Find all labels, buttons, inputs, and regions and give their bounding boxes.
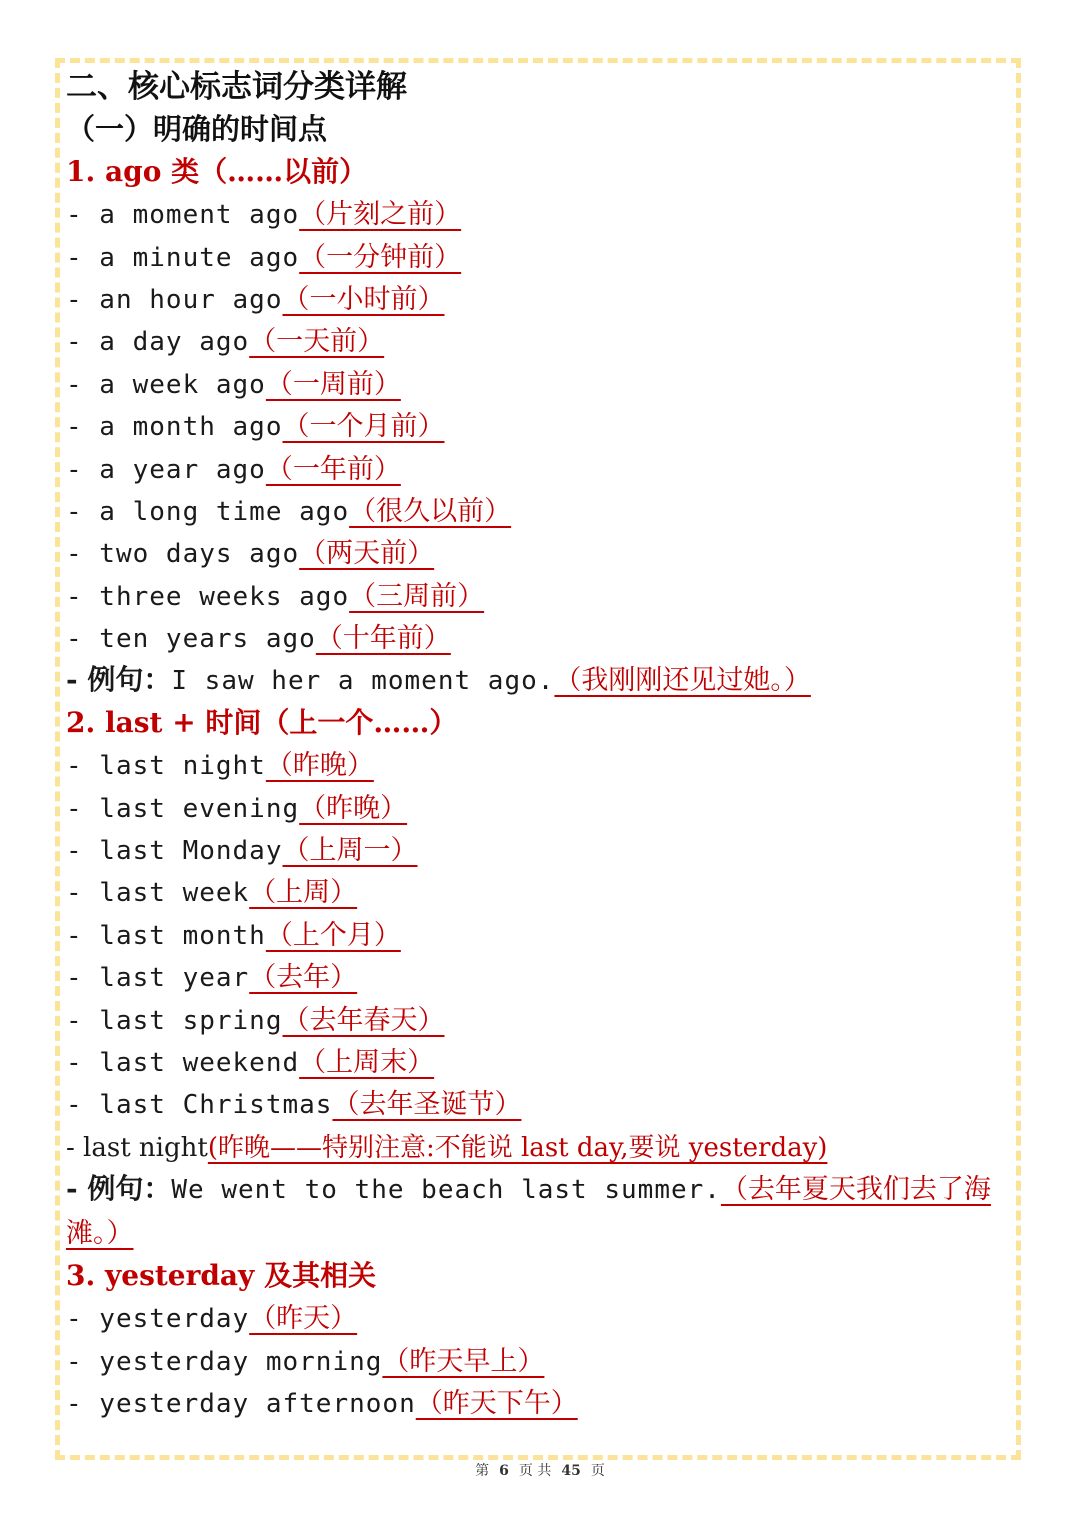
vocab-term: - yesterday morning	[66, 1346, 383, 1377]
section2-list	[66, 744, 1026, 1126]
vocab-term: - two days ago	[66, 539, 300, 570]
example-label: - 例句：	[66, 1172, 172, 1206]
example-translation: （去年夏天我们去了海滩。）	[66, 1174, 991, 1249]
vocab-translation: （上周末）	[299, 1046, 435, 1078]
vocab-term: - a minute ago	[66, 242, 300, 273]
footer-mid: 页 共	[518, 1463, 552, 1479]
vocab-term: - a month ago	[66, 412, 283, 443]
vocab-translation: （昨天）	[249, 1303, 358, 1335]
vocab-term: - a day ago	[66, 327, 250, 358]
vocab-item	[66, 914, 1026, 956]
vocab-term: - three weeks ago	[66, 581, 350, 612]
vocab-term: - yesterday	[66, 1304, 250, 1335]
vocab-translation: （很久以前）	[349, 495, 512, 527]
section1-list	[66, 193, 1026, 659]
vocab-term: - a long time ago	[66, 496, 350, 527]
vocab-item	[66, 617, 1026, 659]
vocab-item	[66, 320, 1026, 362]
vocab-item	[66, 1382, 1026, 1424]
vocab-term: - last week	[66, 878, 250, 909]
vocab-item	[66, 236, 1026, 278]
vocab-term: - last weekend	[66, 1047, 300, 1078]
vocab-item	[66, 363, 1026, 405]
vocab-item	[66, 405, 1026, 447]
document-content	[66, 66, 1026, 1425]
example-label: - 例句：	[66, 663, 172, 697]
vocab-translation: （片刻之前）	[299, 199, 462, 231]
vocab-item	[66, 871, 1026, 913]
vocab-item	[66, 956, 1026, 998]
vocab-translation: （一分钟前）	[299, 241, 462, 273]
section-heading: 二、核心标志词分类详解	[66, 69, 407, 105]
vocab-translation: （一年前）	[265, 453, 401, 485]
vocab-translation: （三周前）	[349, 580, 485, 612]
vocab-term: - yesterday afternoon	[66, 1389, 416, 1420]
section3-title: 3. yesterday 及其相关	[66, 1258, 377, 1292]
vocab-term: - a year ago	[66, 454, 266, 485]
section3-list	[66, 1297, 1026, 1424]
vocab-translation: （上周一）	[282, 835, 418, 867]
vocab-translation: （去年春天）	[282, 1004, 445, 1036]
vocab-term: - last spring	[66, 1005, 283, 1036]
vocab-item	[66, 532, 1026, 574]
vocab-item	[66, 278, 1026, 320]
section1-title: 1. ago 类（……以前）	[66, 154, 368, 188]
vocab-translation: （昨晚）	[299, 792, 408, 824]
section2-example	[66, 1168, 1016, 1255]
footer-page-number: 6	[499, 1463, 509, 1479]
vocab-term: - a moment ago	[66, 200, 300, 231]
vocab-term: - ten years ago	[66, 624, 316, 655]
vocab-translation: （一个月前）	[282, 411, 445, 443]
vocab-item	[66, 1083, 1026, 1125]
vocab-item	[66, 490, 1026, 532]
subsection-heading: （一）明确的时间点	[66, 112, 328, 147]
vocab-term: - last night	[66, 751, 266, 782]
vocab-item	[66, 193, 1026, 235]
footer-total-pages: 45	[561, 1463, 581, 1479]
vocab-term: - last evening	[66, 793, 300, 824]
vocab-translation: （去年圣诞节）	[332, 1089, 522, 1121]
note-term: - last night	[66, 1132, 208, 1163]
vocab-term: - an hour ago	[66, 284, 283, 315]
vocab-translation: （去年）	[249, 962, 358, 994]
vocab-item	[66, 575, 1026, 617]
section2-title: 2. last + 时间（上一个……）	[66, 705, 458, 739]
vocab-translation: （一周前）	[265, 368, 401, 400]
vocab-item	[66, 787, 1026, 829]
vocab-translation: （两天前）	[299, 538, 435, 570]
vocab-term: - last year	[66, 963, 250, 994]
example-translation: （我刚刚还见过她。）	[554, 665, 811, 697]
example-sentence: I saw her a moment ago.	[171, 666, 555, 697]
vocab-term: - last Monday	[66, 836, 283, 867]
example-sentence: We went to the beach last summer.	[171, 1175, 721, 1206]
vocab-item	[66, 448, 1026, 490]
vocab-term: - a week ago	[66, 369, 266, 400]
vocab-item	[66, 829, 1026, 871]
vocab-item	[66, 1340, 1026, 1382]
vocab-term: - last month	[66, 920, 266, 951]
vocab-translation: （十年前）	[315, 623, 451, 655]
vocab-translation: （昨晚）	[265, 750, 374, 782]
vocab-term: - last Christmas	[66, 1090, 333, 1121]
vocab-item	[66, 1041, 1026, 1083]
note-translation: (昨晚——特别注意:不能说 last day,要说 yesterday)	[207, 1132, 828, 1163]
vocab-translation: （上个月）	[265, 919, 401, 951]
vocab-item	[66, 744, 1026, 786]
footer-prefix: 第	[475, 1463, 490, 1479]
section2-note	[66, 1126, 1026, 1168]
vocab-translation: （昨天早上）	[382, 1345, 545, 1377]
footer-suffix: 页	[590, 1463, 605, 1479]
vocab-item	[66, 1297, 1026, 1339]
section1-example	[66, 659, 1026, 701]
vocab-translation: （一天前）	[249, 326, 385, 358]
vocab-translation: （上周）	[249, 877, 358, 909]
vocab-translation: （一小时前）	[282, 283, 445, 315]
vocab-translation: （昨天下午）	[415, 1388, 578, 1420]
vocab-item	[66, 999, 1026, 1041]
page-footer	[0, 1460, 1080, 1480]
